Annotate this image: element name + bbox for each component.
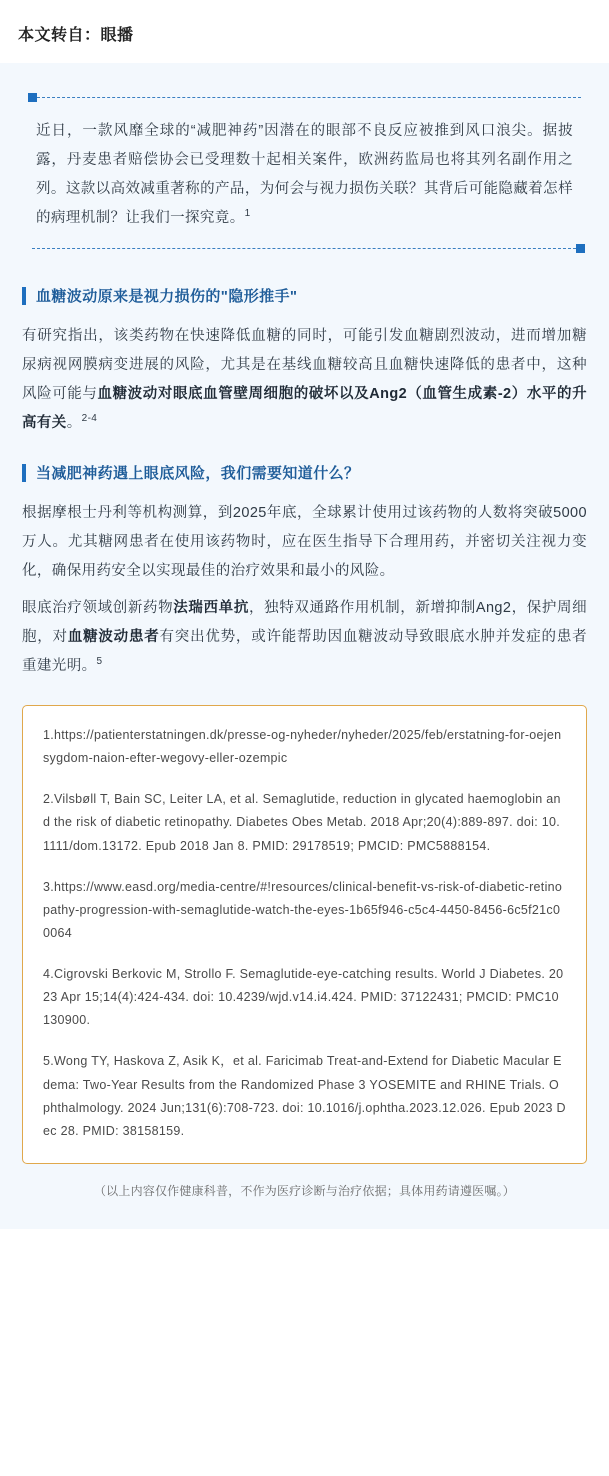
dashed-rule-top (32, 97, 581, 98)
paragraph-text: 眼底治疗领域创新药物 (22, 600, 174, 616)
reference-mark: 5 (96, 656, 103, 668)
references-box (22, 705, 587, 1164)
reference-mark: 2-4 (81, 413, 98, 425)
section-2-paragraph-2 (22, 594, 587, 681)
source-attribution: 本文转自：眼播 (18, 27, 134, 44)
paragraph-text: ，独特双通路作用机制，新增抑制Ang2，保护周细胞，对 (22, 600, 588, 645)
paragraph-text: 有突出优势，或许能帮助因血糖波动导致眼底水肿并发症的患者重建光明。 (22, 629, 587, 674)
lead-text: 近日，一款风靡全球的“减肥神药”因潜在的眼部不良反应被推到风口浪尖。据披露，丹麦患者赔偿协会已受理数十起相关案件，欧洲药监局也将其列名副作用之列。这款以高效减重著称的产品，为何会与视力损伤关联？其背后可能隐藏着怎样的病理机制？让我们一探究竟。 (36, 123, 573, 226)
paragraph-text: 。 (66, 415, 82, 431)
emphasis-text: 血糖波动对眼底血管壁周细胞的破坏以及Ang2（血管生成素-2）水平的升高有关 (22, 386, 588, 431)
reference-item: 3.https://www.easd.org/media-centre/#!resources/clinical-benefit-vs-risk-of-diabetic-retinopathy-progression-with-semaglutide-watch-the-eyes-1b65f946-c5c4-4450-8456-6c5f21c00064 (43, 879, 563, 940)
article-body-panel (0, 63, 609, 1229)
emphasis-text: 血糖波动患者 (67, 629, 160, 645)
reference-item: 2.Vilsbøll T, Bain SC, Leiter LA, et al. Semaglutide, reduction in glycated haemoglobin and the risk of diabetic retinopathy. Diabetes Obes Metab. 2018 Apr;20(4):889-897. doi: 10.1111/dom.13172. Epub 2018 Jan 8. PMID: 29178519; PMCID: PMC5888154. (43, 792, 561, 853)
section-what-to-know (22, 462, 587, 681)
heading-accent-bar (22, 287, 26, 305)
section-heading-text: 当减肥神药遇上眼底风险，我们需要知道什么？ (36, 465, 360, 482)
lead-callout-box (22, 91, 587, 255)
lead-paragraph (36, 117, 573, 233)
emphasis-text: 法瑞西单抗 (173, 600, 249, 616)
reference-item: 4.Cigrovski Berkovic M, Strollo F. Semaglutide-eye-catching results. World J Diabetes. 2023 Apr 15;14(4):424-434. doi: 10.4239/wjd.v14.i4.424. PMID: 37122431; PMCID: PMC10130900. (43, 967, 564, 1028)
corner-square-bottom-right (576, 244, 585, 253)
lead-reference-mark: 1 (244, 208, 251, 220)
heading-accent-bar (22, 464, 26, 482)
reference-item: 1.https://patienterstatningen.dk/presse-og-nyheder/nyheder/2025/feb/erstatning-for-oejensygdom-naion-efter-wegovy-eller-ozempic (43, 728, 562, 766)
section-2-paragraph-1 (22, 499, 587, 586)
paragraph-text: 根据摩根士丹利等机构测算，到2025年底，全球累计使用过该药物的人数将突破5000万人。尤其糖网患者在使用该药物时，应在医生指导下合理用药，并密切关注视力变化，确保用药安全以实现最佳的治疗效果和最小的风险。 (22, 505, 587, 579)
section-heading-2 (22, 462, 587, 483)
paragraph-text: 有研究指出，该类药物在快速降低血糖的同时，可能引发血糖剧烈波动，进而增加糖尿病视网膜病变进展的风险，尤其是在基线血糖较高且血糖快速降低的患者中，这种风险可能与 (22, 328, 587, 402)
section-heading-1 (22, 285, 587, 306)
dashed-rule-bottom (32, 248, 581, 249)
section-1-paragraph-1 (22, 322, 587, 438)
section-heading-text: 血糖波动原来是视力损伤的"隐形推手" (36, 288, 298, 305)
disclaimer-text: （以上内容仅作健康科普，不作为医疗诊断与治疗依据；具体用药请遵医嘱。） (93, 1183, 515, 1198)
section-blood-glucose (22, 285, 587, 438)
reference-item: 5.Wong TY, Haskova Z, Asik K，et al. Faricimab Treat-and-Extend for Diabetic Macular Edema: Two-Year Results from the Randomized Phase 3 YOSEMITE and RHINE Trials. Ophthalmology. 2024 Jun;131(6):708-723. doi: 10.1016/j.ophtha.2023.12.026. Epub 2023 Dec 28. PMID: 38158159. (43, 1054, 566, 1138)
corner-square-top-left (28, 93, 37, 102)
